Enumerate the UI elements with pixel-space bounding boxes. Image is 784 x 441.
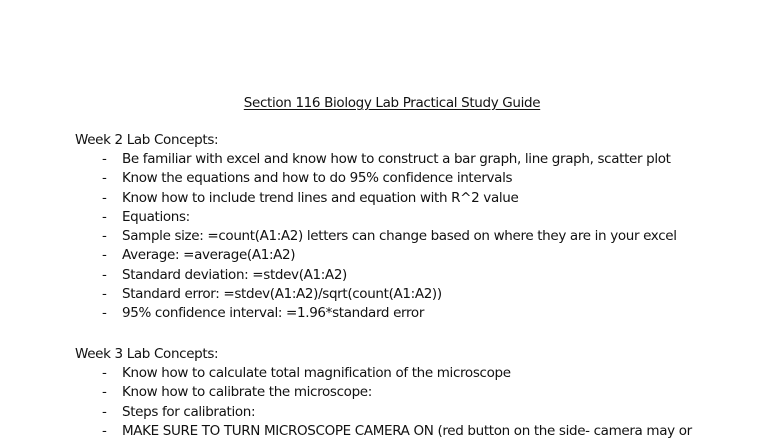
bullet-dash: -: [102, 403, 107, 420]
bullet-dash: -: [102, 365, 107, 381]
list-item: [75, 246, 775, 265]
list-item: [75, 383, 775, 402]
bullet-dash: -: [102, 422, 107, 439]
list-item-text: Know how to calculate total magnification of the microscope: [122, 365, 511, 381]
bullet-dash: -: [102, 305, 107, 322]
list-item: [75, 189, 775, 208]
list-item: [75, 364, 775, 383]
list-item: [75, 208, 775, 227]
bullet-dash: -: [102, 266, 107, 283]
list-item: [75, 403, 775, 422]
bullet-dash: -: [102, 384, 107, 401]
section-week-2: [75, 131, 775, 324]
section-heading: Week 2 Lab Concepts:: [75, 132, 219, 148]
bullet-dash: -: [102, 189, 107, 206]
list-item-text: Know the equations and how to do 95% confidence intervals: [122, 170, 513, 187]
list-item-text: 95% confidence interval: =1.96*standard error: [122, 305, 425, 322]
bullet-list: [75, 364, 775, 441]
list-item: [75, 266, 775, 285]
section-week-3: [75, 345, 775, 441]
list-item: [75, 169, 775, 188]
bullet-list: [75, 150, 775, 324]
list-item: [75, 150, 775, 169]
list-item-text: Know how to include trend lines and equation with R^2 value: [122, 189, 519, 206]
section-heading: Week 3 Lab Concepts:: [75, 346, 219, 362]
list-item: [75, 304, 775, 323]
bullet-dash: -: [102, 286, 107, 303]
list-item: [75, 422, 775, 441]
list-item-text: Steps for calibration:: [122, 403, 256, 420]
bullet-dash: -: [102, 247, 107, 264]
list-item-text: MAKE SURE TO TURN MICROSCOPE CAMERA ON (red button on the side- camera may or: [122, 422, 692, 439]
list-item-text: Be familiar with excel and know how to construct a bar graph, line graph, scatter plot: [122, 151, 671, 167]
list-item: [75, 285, 775, 304]
list-item-text: Average: =average(A1:A2): [122, 247, 296, 264]
bullet-dash: -: [102, 151, 107, 167]
document-title: Section 116 Biology Lab Practical Study Guide: [243, 95, 541, 111]
list-item: [75, 227, 775, 246]
bullet-dash: -: [102, 170, 107, 187]
list-item-text: Sample size: =count(A1:A2) letters can change based on where they are in your excel: [122, 228, 677, 245]
list-item-text: Know how to calibrate the microscope:: [122, 384, 372, 401]
list-item-text: Equations:: [122, 208, 190, 225]
bullet-dash: -: [102, 208, 107, 225]
list-item-text: Standard deviation: =stdev(A1:A2): [122, 266, 347, 283]
list-item-text: Standard error: =stdev(A1:A2)/sqrt(count(A1:A2)): [122, 286, 442, 303]
bullet-dash: -: [102, 228, 107, 245]
